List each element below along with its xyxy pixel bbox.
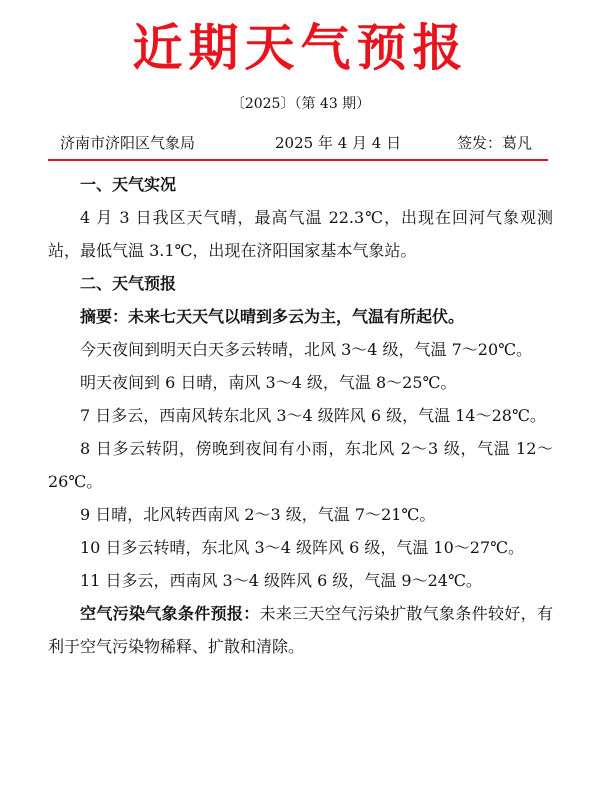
forecast-item: 11 日多云，西南风 3～4 级阵风 6 级，气温 9～24℃。 <box>80 571 482 590</box>
actual-weather-paragraph: 4 月 3 日我区天气晴，最高气温 22.3℃，出现在回河气象观测站，最低气温 3.1℃，出现在济阳国家基本气象站。 <box>48 208 553 260</box>
document-title: 近期天气预报 <box>132 18 469 77</box>
issuing-organization: 济南市济阳区气象局 <box>60 134 196 152</box>
pollution-forecast-text: 未来三天空气污染扩散气象条件较好，有利于空气污染物稀释、扩散和清除。 <box>48 604 553 656</box>
forecast-item: 7 日多云，西南风转东北风 3～4 级阵风 6 级，气温 14～28℃。 <box>80 406 546 425</box>
forecast-summary: 摘要：未来七天天气以晴到多云为主，气温有所起伏。 <box>80 307 465 326</box>
pollution-forecast-paragraph <box>48 597 553 663</box>
forecast-item: 8 日多云转阴，傍晚到夜间有小雨，东北风 2～3 级，气温 12～26℃。 <box>48 439 553 491</box>
forecast-item: 10 日多云转晴，东北风 3～4 级阵风 6 级，气温 10～27℃。 <box>80 538 525 557</box>
pollution-forecast-label: 空气污染气象条件预报： <box>80 604 260 623</box>
section-heading-forecast: 二、天气预报 <box>80 274 177 293</box>
signer: 签发：葛凡 <box>456 134 532 152</box>
section-heading-actual: 一、天气实况 <box>80 175 177 194</box>
document-body <box>48 168 553 663</box>
forecast-item: 今天夜间到明天白天多云转晴，北风 3～4 级，气温 7～20℃。 <box>80 340 533 359</box>
header-divider <box>48 159 548 161</box>
issue-number: 〔2025〕（第 43 期） <box>230 96 371 112</box>
forecast-item: 明天夜间到 6 日晴，南风 3～4 级，气温 8～25℃。 <box>80 373 457 392</box>
document-meta-line <box>60 132 540 154</box>
issue-date: 2025 年 4 月 4 日 <box>275 134 402 152</box>
forecast-item: 9 日晴，北风转西南风 2～3 级，气温 7～21℃。 <box>80 505 436 524</box>
